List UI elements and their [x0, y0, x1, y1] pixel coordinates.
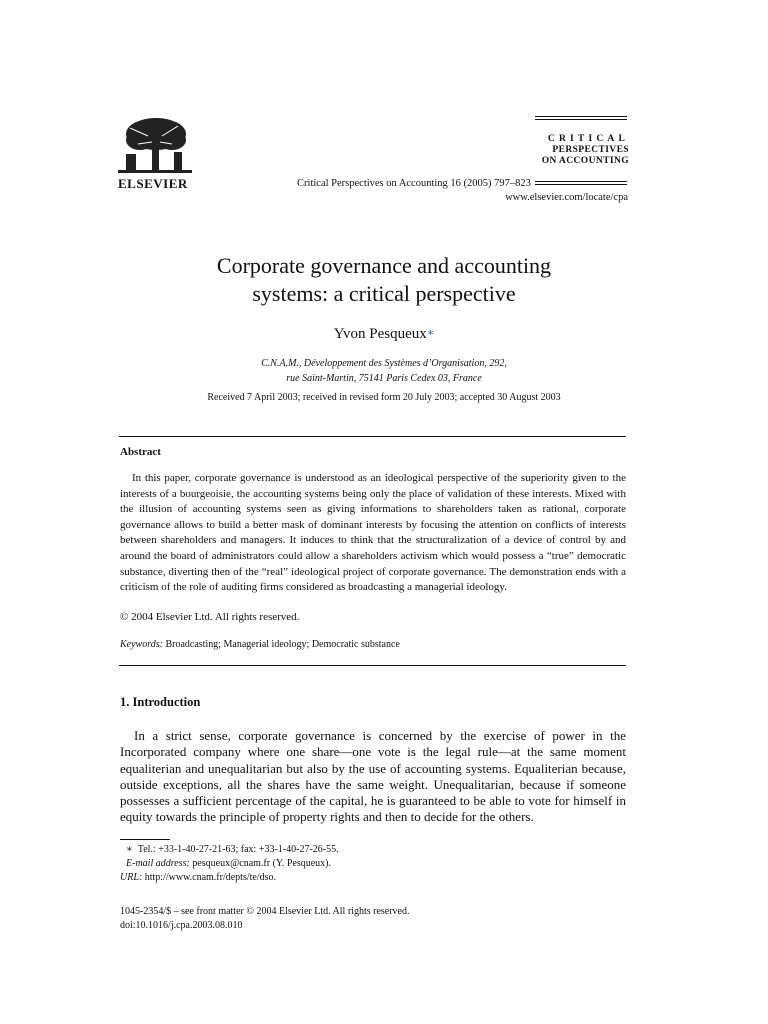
author [0, 326, 768, 343]
affiliation-line: C.N.A.M., Développement des Systèmes d’Organisation, 292, [261, 358, 507, 369]
footnote-mark: ∗ [126, 844, 133, 855]
footnote-url-link[interactable]: http://www.cnam.fr/depts/te/dso. [144, 872, 277, 883]
author-name: Yvon Pesqueux [333, 326, 427, 342]
journal-url-link[interactable]: www.elsevier.com/locate/cpa [505, 192, 628, 203]
footnote-email-line [120, 857, 339, 871]
abstract-heading: Abstract [120, 446, 161, 458]
publisher-name: ELSEVIER [118, 176, 188, 191]
affiliation-line: rue Saint-Martin, 75141 Paris Cedex 03, France [286, 373, 482, 384]
abstract-text: In this paper, corporate governance is understood as an ideological perspective of the superiority given to the interests of a bourgeoisie, the accounting systems being only the place of validation of these interests. Mixed with the illusion of accounting systems seen as giving informations to shareholders taken as rational, corporate governance allows to build a better mask of dominant interests by focusing the attention on conflicts of interests between shareholders and managers. It induces to think that the structuralization of a device of control by and around the board of administrators could allow a shareholders activism which would possess a “true” democratic substance, diverting then of the “real” ideological project of corporate governance. The demonstration ends with a criticism of the role of auditing firms considered as broadcasting a managerial ideology. [120, 472, 626, 594]
abstract-copyright: © 2004 Elsevier Ltd. All rights reserved. [120, 611, 300, 623]
section-paragraph: In a strict sense, corporate governance is concerned by the exercise of power in the Incorporated company where one share—one vote is the legal rule—at the same moment equaliterian and unequalitarian but also by the use of accounting systems. Equaliterian because, outside exceptions, all the shares have the same weight. Unequalitarian, because if someone possesses a sufficient percentage of the capital, he is guaranteed to be able to vote for himself in equity towards the principle of property rights and then to decide for the others. [120, 728, 626, 825]
keywords-label: Keywords: [120, 639, 163, 650]
abstract-bottom-rule [119, 665, 626, 666]
front-matter [120, 905, 409, 933]
affiliation [0, 356, 768, 386]
article-title-line: Corporate governance and accounting [216, 253, 552, 278]
journal-citation: Critical Perspectives on Accounting 16 (2005) 797–823 [297, 178, 531, 189]
journal-logo-line: PERSPECTIVES [552, 145, 629, 155]
footnote-email-label: E-mail address: [126, 858, 190, 869]
doi-link[interactable]: doi:10.1016/j.cpa.2003.08.010 [120, 920, 243, 931]
elsevier-tree-logo-icon [118, 114, 192, 178]
journal-logo-line: CRITICAL [547, 134, 629, 144]
front-matter-line: 1045-2354/$ – see front matter © 2004 Elsevier Ltd. All rights reserved. [120, 906, 410, 917]
article-title [0, 252, 768, 308]
author-footnote-link[interactable]: ∗ [426, 327, 435, 339]
journal-logo [533, 134, 629, 167]
journal-logo-rule [535, 184, 627, 185]
article-dates: Received 7 April 2003; received in revised form 20 July 2003; accepted 30 August 2003 [207, 392, 561, 403]
footnote-url-line [120, 871, 339, 885]
section-heading: 1. Introduction [120, 695, 201, 709]
footnote-tel-line [120, 843, 339, 857]
journal-logo-rule [535, 181, 627, 182]
footnote-url-label: URL: [120, 872, 143, 883]
footnote-tel: Tel.: +33-1-40-27-21-63; fax: +33-1-40-27-26-55. [137, 844, 339, 855]
footnote-rule [120, 839, 170, 840]
journal-logo-rule [535, 116, 627, 117]
abstract-top-rule [119, 436, 626, 437]
journal-logo-line: ON ACCOUNTING [541, 156, 629, 166]
keywords-list: Broadcasting; Managerial ideology; Democratic substance [165, 639, 400, 650]
article-title-line: systems: a critical perspective [252, 281, 516, 306]
footnote [120, 843, 339, 885]
journal-logo-rule [535, 119, 627, 120]
footnote-email-link[interactable]: pesqueux@cnam.fr (Y. Pesqueux). [192, 858, 332, 869]
keywords [120, 639, 400, 650]
